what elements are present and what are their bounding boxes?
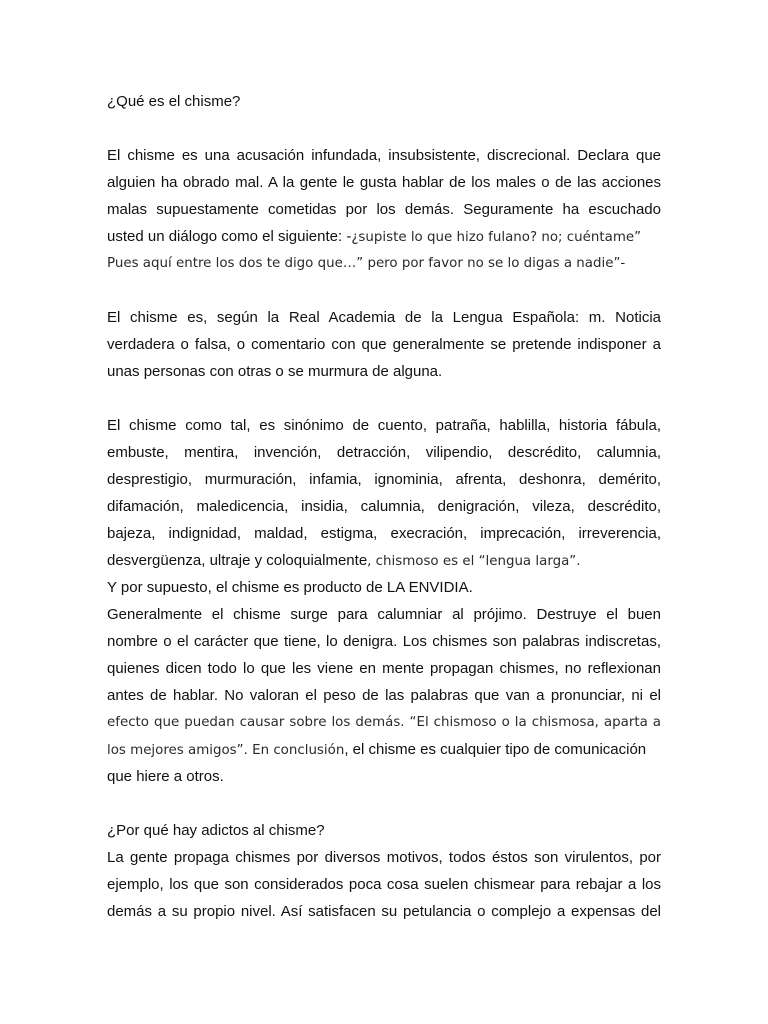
paragraph-line: La gente propaga chismes por diversos motivos, todos éstos son virulentos, por [107, 849, 661, 866]
text-run-quote: ¿supiste lo que hizo fulano? no; cuéntame” [351, 230, 642, 245]
paragraph-line: nombre o el carácter que tiene, lo denigra. Los chismes son palabras indiscretas, [107, 633, 661, 650]
paragraph-line [107, 547, 661, 574]
paragraph-line: bajeza, indignidad, maldad, estigma, execración, imprecación, irreverencia, [107, 525, 661, 542]
blank-line [107, 790, 661, 817]
text-run-quote: , chismoso es el “lengua larga”. [367, 554, 581, 569]
heading-adictos-al-chisme: ¿Por qué hay adictos al chisme? [107, 822, 325, 839]
paragraph-line: alguien ha obrado mal. A la gente le gusta hablar de los males o de las acciones [107, 174, 661, 191]
document-page [107, 88, 661, 925]
paragraph-line: que hiere a otros. [107, 768, 224, 785]
paragraph-line: El chisme es una acusación infundada, insubsistente, discrecional. Declara que [107, 147, 661, 164]
paragraph-line: desprestigio, murmuración, infamia, ignominia, afrenta, deshonra, demérito, [107, 471, 661, 488]
paragraph-line [107, 736, 661, 763]
paragraph-line: malas supuestamente cometidas por los demás. Seguramente ha escuchado [107, 201, 661, 218]
text-run: usted un diálogo como el siguiente: - [107, 228, 352, 245]
paragraph-line: ejemplo, los que son considerados poca cosa suelen chismear para rebajar a los [107, 876, 661, 893]
paragraph-line: quienes dicen todo lo que les viene en mente propagan chismes, no reflexionan [107, 660, 661, 677]
text-run: , el chisme es cualquier tipo de comunicación [344, 741, 647, 758]
paragraph-line: El chisme es, según la Real Academia de la Lengua Española: m. Noticia [107, 309, 661, 326]
paragraph-line-quote: Pues aquí entre los dos te digo que…” pero por favor no se lo digas a nadie”- [107, 256, 626, 271]
text-run-quote: los mejores amigos”. En conclusión [107, 743, 345, 758]
blank-line [107, 277, 661, 304]
paragraph-line: verdadera o falsa, o comentario con que generalmente se pretende indisponer a [107, 336, 661, 353]
paragraph-line: El chisme como tal, es sinónimo de cuento, patraña, hablilla, historia fábula, [107, 417, 661, 434]
paragraph-line: unas personas con otras o se murmura de alguna. [107, 363, 443, 380]
paragraph-line [107, 223, 661, 250]
paragraph-line: difamación, maledicencia, insidia, calumnia, denigración, vileza, descrédito, [107, 498, 661, 515]
paragraph-line: antes de hablar. No valoran el peso de las palabras que van a pronunciar, ni el [107, 687, 661, 704]
text-run: desvergüenza, ultraje y coloquialmente [107, 552, 368, 569]
paragraph-line-quote: efecto que puedan causar sobre los demás. “El chismoso o la chismosa, aparta a [107, 715, 661, 730]
paragraph-line: embuste, mentira, invención, detracción, vilipendio, descrédito, calumnia, [107, 444, 661, 461]
paragraph-line: Y por supuesto, el chisme es producto de LA ENVIDIA. [107, 579, 473, 596]
blank-line [107, 115, 661, 142]
paragraph-line: demás a su propio nivel. Así satisfacen su petulancia o complejo a expensas del [107, 903, 661, 920]
blank-line [107, 385, 661, 412]
heading-que-es-el-chisme: ¿Qué es el chisme? [107, 93, 241, 110]
paragraph-line: Generalmente el chisme surge para calumniar al prójimo. Destruye el buen [107, 606, 661, 623]
